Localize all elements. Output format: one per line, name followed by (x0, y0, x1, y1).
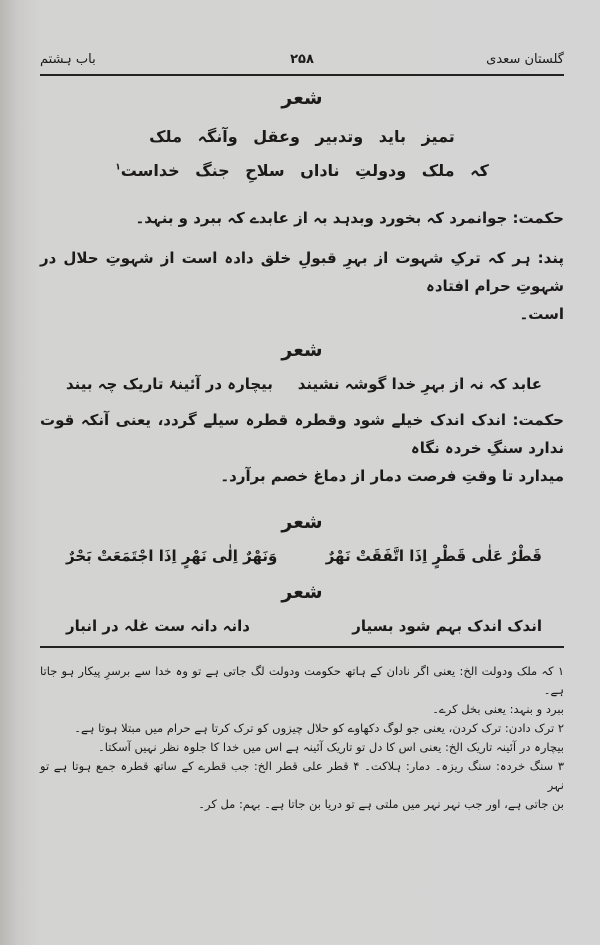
footnote-2b: بیچارہ در آئینہ تاریک الخ: یعنی اس کا دل تو تاریک آئینہ ہے اس میں خدا کا جلوہ نظر نہیں آسکتا۔ (97, 740, 564, 754)
couplet-1 (66, 370, 542, 398)
couplet-1-right: عابد کہ نہ از بہرِ خدا گوشہ نشیند (297, 375, 542, 393)
arabic-verse-left: وَنَهْرٌ اِلٰی نَهْرٍ اِذَا اجْتَمَعَتْ بَحْرٌ (66, 547, 278, 565)
pand-line-2: است۔ (519, 305, 564, 323)
pand-line-1: پند: ہر کہ ترکِ شہوت از بہرِ قبولِ خلق دادہ است از شہوتِ حلال در شہوتِ حرام افتادہ (40, 249, 564, 295)
footnote-3-4: ۳ سنگ خردہ: سنگ ریزہ۔ دمار: ہلاکت۔ ۴ قطر علی قطر الخ: جب قطرے کے ساتھ قطرہ جمع ہوتا ہے تو نہر (40, 759, 564, 792)
book-page (40, 52, 564, 814)
heading-sher-2: شعر (281, 339, 323, 361)
hikmat-1: حکمت: جوانمرد کہ بخورد وبدہد بہ از عابدے کہ ببرد و بنہد۔ (135, 209, 564, 227)
hikmat-2-line-2: میدارد تا وقتِ فرصت دمار از دماغ خصم برآرد۔ (220, 467, 564, 485)
footnote-1: ۱ کہ ملک ودولت الخ: یعنی اگر نادان کے ہاتھ حکومت ودولت لگ جاتی ہے تو وہ خدا سے برسرِ پیکار ہو جاتا ہے۔ (40, 664, 564, 697)
couplet-2-left: دانہ دانہ ست غلہ در انبار (66, 617, 250, 635)
verse-1: تمیز باید وتدبیر وعقل وآنگہ ملک (149, 127, 455, 146)
heading-sher-4: شعر (281, 581, 323, 603)
hikmat-2-line-1: حکمت: اندک اندک خیلے شود وقطرہ قطرہ سیلے گردد، یعنی آنکہ قوت ندارد سنگِ خردہ نگاہ (40, 411, 564, 457)
footnotes (40, 662, 564, 814)
couplet-2 (66, 612, 542, 640)
couplet-1-left: بیچارہ در آئینۂ تاریک چہ بیند (66, 375, 273, 393)
page-number: ۲۵۸ (290, 52, 314, 67)
arabic-couplet (66, 542, 542, 570)
footnote-1b: ببرد و بنہد: یعنی بخل کرے۔ (432, 702, 564, 716)
verse-2: کہ ملک ودولتِ ناداں سلاحِ جنگ خداست$^۱$ (115, 161, 489, 180)
running-header (40, 52, 564, 72)
footnote-marker: ۱ (115, 162, 121, 173)
footnote-2: ۲ ترک دادن: ترک کردن، یعنی جو لوگ دکھاوے کو حلال چیزوں کو ترک کرتا ہے حرام میں مبتلا ہوتا ہے۔ (74, 721, 564, 735)
header-rule (40, 74, 564, 76)
book-title: گلستان سعدی (486, 52, 564, 67)
couplet-2-right: اندک اندک بہم شود بسیار (352, 617, 542, 635)
footnote-4b: بن جاتی ہے، اور جب نہر نہر میں ملتی ہے تو دریا بن جاتا ہے۔ بہم: مل کر۔ (198, 797, 564, 811)
heading-sher-3: شعر (281, 511, 323, 533)
arabic-verse-right: قَطْرٌ عَلٰی قَطْرٍ اِذَا اتَّفَقَتْ نَهْرٌ (325, 547, 542, 565)
footnote-rule (40, 646, 564, 648)
chapter-title: باب ہشتم (40, 52, 96, 67)
heading-sher-1: شعر (281, 87, 323, 109)
